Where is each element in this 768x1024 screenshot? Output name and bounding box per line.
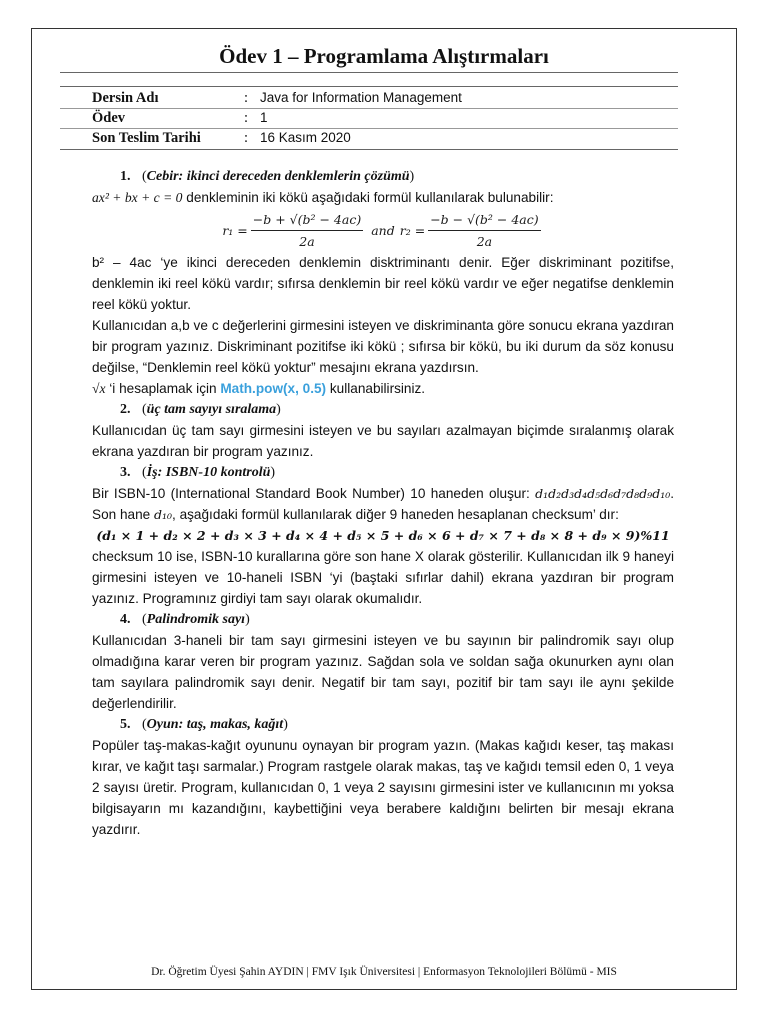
section-heading: 2. (üç tam sayıyı sıralama) bbox=[120, 402, 281, 417]
meta-value: 16 Kasım 2020 bbox=[260, 130, 351, 145]
meta-value: Java for Information Management bbox=[260, 90, 462, 105]
section-heading: 4. (Palindromik sayı) bbox=[120, 612, 250, 627]
title-rule bbox=[60, 72, 678, 73]
meta-value: 1 bbox=[260, 110, 268, 125]
checksum-formula: (d₁ × 1 + d₂ × 2 + d₃ × 3 + d₄ × 4 + d₅ × 5 + d₆ × 6 + d₇ × 7 + d₈ × 8 + d₉ × 9)%11 bbox=[96, 528, 670, 543]
section-1-intro: ax² + bx + c = 0 denkleminin iki kökü aşağıdaki formül kullanılarak bulunabilir: bbox=[92, 190, 554, 205]
meta-row-divider bbox=[60, 108, 678, 109]
document-title: Ödev 1 – Programlama Alıştırmaları bbox=[219, 44, 549, 68]
section-heading: 1. (Cebir: ikinci dereceden denklemlerin çözümü) bbox=[120, 169, 415, 184]
task-1-paragraph: Kullanıcıdan a,b ve c değerlerini girmesini isteyen ve diskriminanta göre sonucu ekrana yazdıran bir program yazınız. Diskriminant pozitifse iki kökü ; sıfırsa bir kökü, bu iki durum da söz konusu değilse, “Denklemin reel kökü yoktur” mesajını ekrana yazdırsın. bbox=[92, 318, 674, 375]
section-heading: 3. (İş: ISBN-10 kontrolü) bbox=[120, 465, 276, 480]
meta-label: Son Teslim Tarihi bbox=[92, 130, 201, 146]
meta-row-deadline: Son Teslim Tarihi : 16 Kasım 2020 bbox=[92, 130, 351, 146]
task-4-paragraph: Kullanıcıdan 3-haneli bir tam sayı girmesini isteyen ve bu sayının bir palindromik sayı olup olmadığına karar veren bir program yazınız. Sağdan sola ve soldan sağa okunurken aynı olan tam sayılara palindromik sayı denir. Negatif bir tam sayı, pozitif bir tam sayı ile aynı şekilde değerlendirilir. bbox=[92, 633, 674, 711]
meta-label: Dersin Adı bbox=[92, 90, 159, 106]
meta-row-assignment: Ödev : 1 bbox=[92, 110, 268, 126]
meta-top-rule bbox=[60, 86, 678, 87]
meta-bottom-rule bbox=[60, 149, 678, 150]
task-5-paragraph: Popüler taş-makas-kağıt oyununu oynayan bir program yazın. (Makas kağıdı keser, taş makası kırar, ve kağıt taşı sarmalar.) Program rastgele olarak makas, taş ve kağıdı temsil eden 0, 1 veya 2 sayısı üretir. Program, kullanıcıdan 0, 1 veya 2 sayısını girmesini ister ve kullanıcının mı yoksa bilgisayarın mı kazandığını, kaybettiğini veya berabere kaldığını belirten bir mesajı ekrana yazdırır. bbox=[92, 738, 674, 837]
meta-label: Ödev bbox=[92, 110, 126, 126]
isbn-paragraph: Bir ISBN-10 (International Standard Book Number) 10 haneden oluşur: d₁d₂d₃d₄d₅d₆d₇d₈d₉d₁₀. Son hane d₁₀, aşağıdaki formül kullanılarak diğer 9 haneden hesaplanan checksum’ dır: bbox=[92, 486, 674, 522]
meta-row-divider bbox=[60, 128, 678, 129]
code-snippet: Math.pow(x, 0.5) bbox=[220, 381, 327, 396]
discriminant-paragraph: b² – 4ac ‘ye ikinci dereceden denklemin disktriminantı denir. Eğer diskriminant pozitifse, denklemin iki reel kökü vardır; sıfırsa denklemin bir reel kökü vardır ve eğer negatifse denklemin reel kökü yoktur. bbox=[92, 255, 674, 312]
meta-table bbox=[92, 88, 674, 150]
document-body bbox=[92, 166, 674, 840]
sqrt-hint: √x ‘i hesaplamak için Math.pow(x, 0.5) kullanabilirsiniz. bbox=[92, 381, 426, 396]
section-heading: 5. (Oyun: taş, makas, kağıt) bbox=[120, 717, 288, 732]
task-3-paragraph: checksum 10 ise, ISBN-10 kurallarına göre son hane X olarak gösterilir. Kullanıcıdan ilk 9 haneyi girmesini isteyen ve 10-haneli ISBN ‘yi (baştaki sıfırlar dahil) ekrana yazdıran bir program yazınız. Programınız girdiyi tam sayı olarak okumalıdır. bbox=[92, 549, 674, 606]
task-2-paragraph: Kullanıcıdan üç tam sayı girmesini isteyen ve bu sayıları azalmayan biçimde sıralanmış olarak ekrana yazdıran bir program yazınız. bbox=[92, 423, 674, 459]
meta-row-course: Dersin Adı : Java for Information Management bbox=[92, 90, 462, 106]
page-footer: Dr. Öğretim Üyesi Şahin AYDIN | FMV Işık Üniversitesi | Enformasyon Teknolojileri Bölümü - MIS bbox=[151, 966, 617, 978]
quadratic-formula: r₁ = $\frac{\text{−b + √(b² − 4ac)}}{2a}$ and r₂ = $\frac{\text{−b − √(b² − 4ac)}}{2a}$ bbox=[92, 208, 674, 252]
